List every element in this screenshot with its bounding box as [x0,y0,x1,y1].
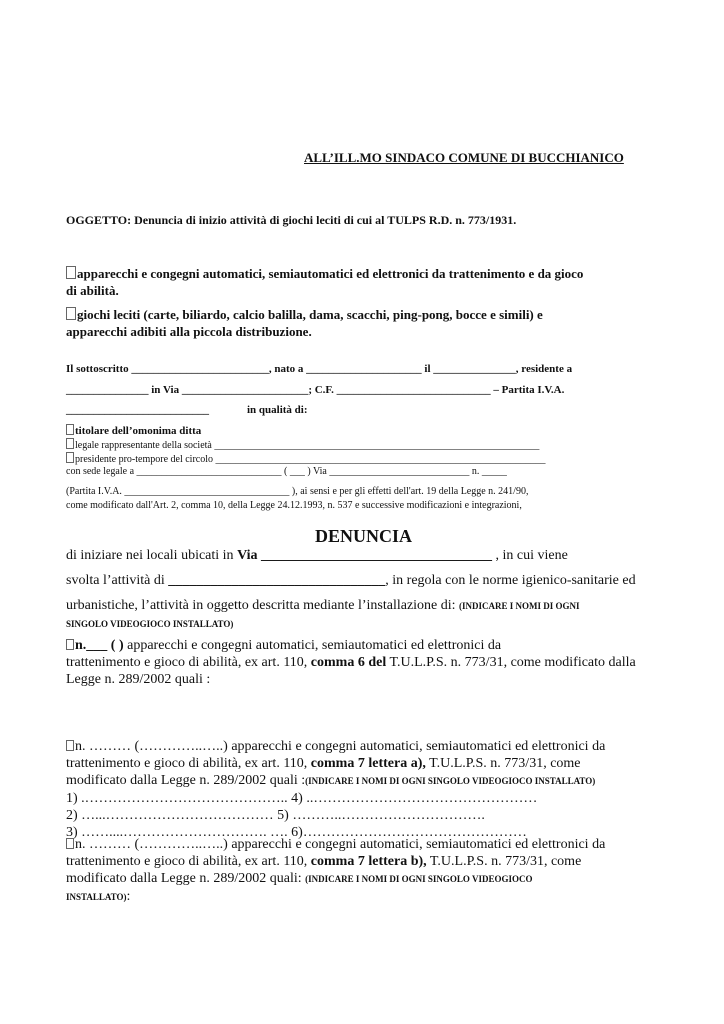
item6-text: Legge n. 289/2002 quali : [66,672,211,687]
checkbox-icon[interactable] [66,438,74,449]
body-text: di iniziare nei locali ubicati in [66,548,238,563]
body-caps-note-cont: SINGOLO VIDEOGIOCO INSTALLATO) [66,619,234,629]
partita-iva-line: (Partita I.V.A. _________________________________ ), ai sensi e per gli effetti dell'art. 19 della Legge n. 241/90, [66,486,529,497]
item7a-list-row: 1) .…………………………………….. 4) ..………………………………………… [66,791,538,806]
form-qualita-label: in qualità di: [247,404,308,416]
legale-label: legale rappresentante della società _________________________________________________________________ [75,440,540,451]
body-text: svolta l’attività di [66,573,169,588]
item-comma-6 [66,637,636,688]
item7b-text: trattenimento e gioco di abilità, ex art. 110, [66,854,311,869]
item7a-list-row: 3) ……....…………………………. …. 6)………………………………………… [66,825,527,840]
body-via-blank: _________________________________ [257,548,493,563]
body-line-urbanistiche [66,597,580,615]
checkbox-icon[interactable] [66,424,74,435]
checkbox-icon[interactable] [66,307,76,320]
presidente-option [66,452,546,465]
item7a-text: n. ……… (…………..…..) apparecchi e congegni automatici, semiautomatici ed elettronici da [75,739,606,754]
addressee-header: ALL’ILL.MO SINDACO COMUNE DI BUCCHIANICO [304,150,624,165]
item6-comma: comma 6 del [310,655,387,670]
option-apparecchi [66,265,583,299]
item-comma-7b [66,836,605,906]
item7b-caps-note-cont: INSTALLATO) [66,892,127,902]
body-line-locali [66,547,568,564]
item6-count: n.___ ( ) [75,638,124,653]
item7a-text: T.U.L.P.S. n. 773/31, come [425,756,581,771]
form-line-sottoscritto: Il sottoscritto _________________________, nato a _____________________ il _______________, residente a [66,363,573,375]
checkbox-icon[interactable] [66,838,74,849]
item7a-text: trattenimento e gioco di abilità, ex art. 110, [66,756,311,771]
checkbox-icon[interactable] [66,452,74,463]
body-via: Via [237,548,258,563]
item7b-comma: comma 7 lettera b), [310,854,427,869]
sede-line: con sede legale a _____________________________ ( ___ ) Via ____________________________ n. _____ [66,466,507,477]
option-giochi-line1: giochi leciti (carte, biliardo, calcio balilla, dama, scacchi, ping-pong, bocce e simili) e [77,307,543,322]
titolare-option [66,424,201,437]
legale-option [66,438,539,451]
item7a-text: modificato dalla Legge n. 289/2002 quali : [66,773,306,788]
item6-text: apparecchi e congegni automatici, semiautomatici ed elettronici da [123,638,502,653]
subject-line: OGGETTO: Denuncia di inizio attività di giochi leciti di cui al TULPS R.D. n. 773/1931. [66,213,517,227]
legge-reference-line: come modificato dall'Art. 2, comma 10, della Legge 24.12.1993, n. 537 e successive modificazioni e integrazioni, [66,500,522,511]
item7b-text: : [126,889,131,904]
checkbox-icon[interactable] [66,266,76,279]
item-comma-7a [66,738,605,841]
presidente-label: presidente pro-tempore del circolo __________________________________________________________________ [75,454,546,465]
body-caps-note: (INDICARE I NOMI DI OGNI [459,601,580,611]
option-apparecchi-line2: di abilità. [66,283,119,298]
item7a-comma: comma 7 lettera a), [310,756,426,771]
body-line-attivita [66,572,636,589]
denuncia-title: DENUNCIA [315,526,413,546]
checkbox-icon[interactable] [66,740,74,751]
item6-text: T.U.L.P.S. n. 773/31, come modificato dalla [386,655,636,670]
item6-text: trattenimento e gioco di abilità, ex art. 110, [66,655,311,670]
item7b-text: n. ……… (…………..…..) apparecchi e congegni automatici, semiautomatici ed elettronici da [75,837,606,852]
form-line-blank: __________________________ [66,404,209,416]
item7b-text: T.U.L.P.S. n. 773/31, come [426,854,582,869]
item7b-text: modificato dalla Legge n. 289/2002 quali: [66,871,306,886]
option-giochi-leciti [66,306,543,340]
body-text: , in regola con le norme igienico-sanitarie ed [385,573,636,588]
form-line-via: _______________ in Via _______________________; C.F. ____________________________ – Partita I.V.A. [66,384,565,396]
checkbox-icon[interactable] [66,639,74,650]
item7a-list-row: 2) …...……………………………… 5) ………..…………………………. [66,808,485,823]
option-apparecchi-line1: apparecchi e congegni automatici, semiautomatici ed elettronici da trattenimento e da gioco [77,266,584,281]
titolare-label: titolare dell’omonima ditta [75,425,202,437]
item7b-caps-note: (INDICARE I NOMI DI OGNI SINGOLO VIDEOGIOCO [305,874,533,884]
body-attivita-blank: _______________________________ [168,573,386,588]
option-giochi-line2: apparecchi adibiti alla piccola distribuzione. [66,324,312,339]
item7a-caps-note: (INDICARE I NOMI DI OGNI SINGOLO VIDEOGIOCO INSTALLATO) [305,776,596,786]
body-text: urbanistiche, l’attività in oggetto descritta mediante l’installazione di: [66,598,460,613]
body-text: , in cui viene [492,548,568,563]
